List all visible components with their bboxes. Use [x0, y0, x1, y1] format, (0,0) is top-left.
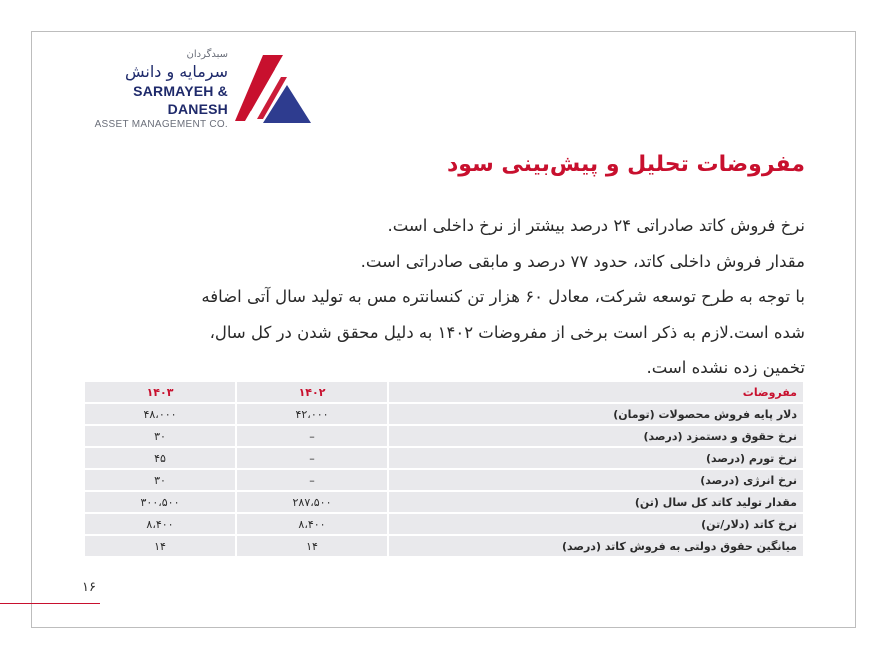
- table-row: [85, 426, 803, 446]
- table-cell: ۸،۴۰۰: [237, 514, 387, 534]
- footer-accent-line: [0, 603, 100, 604]
- table-cell: –: [237, 426, 387, 446]
- assumptions-table: [83, 380, 805, 558]
- table-cell: ۳۰: [85, 470, 235, 490]
- table-header: ۱۴۰۳: [85, 382, 235, 402]
- logo-text: [70, 48, 228, 132]
- table-row: [85, 514, 803, 534]
- logo-fa-big: سرمایه و دانش: [124, 62, 228, 81]
- table-cell: ۲۸۷،۵۰۰: [237, 492, 387, 512]
- table-header-row: [85, 382, 803, 402]
- paragraph-line: با توجه به طرح توسعه شرکت، معادل ۶۰ هزار تن کنسانتره مس به تولید سال آتی اضافه: [201, 287, 805, 306]
- table-cell: ۳۰۰،۵۰۰: [85, 492, 235, 512]
- table-cell-label: دلار پایه فروش محصولات (تومان): [389, 404, 803, 424]
- table-cell-label: مقدار تولید کاتد کل سال (تن): [389, 492, 803, 512]
- logo-en-big: SARMAYEH & DANESH: [133, 83, 228, 117]
- table-cell: ۱۴: [85, 536, 235, 556]
- table-cell: –: [237, 448, 387, 468]
- table-cell: –: [237, 470, 387, 490]
- table-row: [85, 536, 803, 556]
- table-header: مفروضات: [389, 382, 803, 402]
- table-cell-label: نرخ کاتد (دلار/تن): [389, 514, 803, 534]
- table-row: [85, 404, 803, 424]
- logo-en-small: ASSET MANAGEMENT CO.: [94, 119, 228, 130]
- table-cell-label: نرخ انرژی (درصد): [389, 470, 803, 490]
- table-cell-label: میانگین حقوق دولتی به فروش کاتد (درصد): [389, 536, 803, 556]
- paragraph-line: تخمین زده نشده است.: [646, 358, 805, 377]
- page-number: ۱۶: [82, 580, 96, 595]
- paragraph-line: نرخ فروش کاتد صادراتی ۲۴ درصد بیشتر از نرخ داخلی است.: [387, 216, 805, 235]
- page-title: مفروضات تحلیل و پیش‌بینی سود: [446, 152, 805, 177]
- company-logo: [70, 48, 320, 138]
- assumptions-paragraph: [81, 208, 805, 386]
- table-row: [85, 492, 803, 512]
- table-cell: ۱۴: [237, 536, 387, 556]
- table-row: [85, 470, 803, 490]
- table-cell: ۴۸،۰۰۰: [85, 404, 235, 424]
- paragraph-line: شده است.لازم به ذکر است برخی از مفروضات ۱۴۰۲ به دلیل محقق شدن در کل سال،: [209, 322, 805, 342]
- table-cell: ۴۵: [85, 448, 235, 468]
- logo-mark-icon: [235, 55, 311, 123]
- table-cell-label: نرخ تورم (درصد): [389, 448, 803, 468]
- table-cell: ۸،۴۰۰: [85, 514, 235, 534]
- table-cell: ۳۰: [85, 426, 235, 446]
- table-header: ۱۴۰۲: [237, 382, 387, 402]
- table-row: [85, 448, 803, 468]
- logo-fa-small: سبدگردان: [186, 49, 228, 60]
- table-cell-label: نرخ حقوق و دستمزد (درصد): [389, 426, 803, 446]
- paragraph-line: مقدار فروش داخلی کاتد، حدود ۷۷ درصد و مابقی صادراتی است.: [360, 251, 805, 271]
- table-cell: ۴۲،۰۰۰: [237, 404, 387, 424]
